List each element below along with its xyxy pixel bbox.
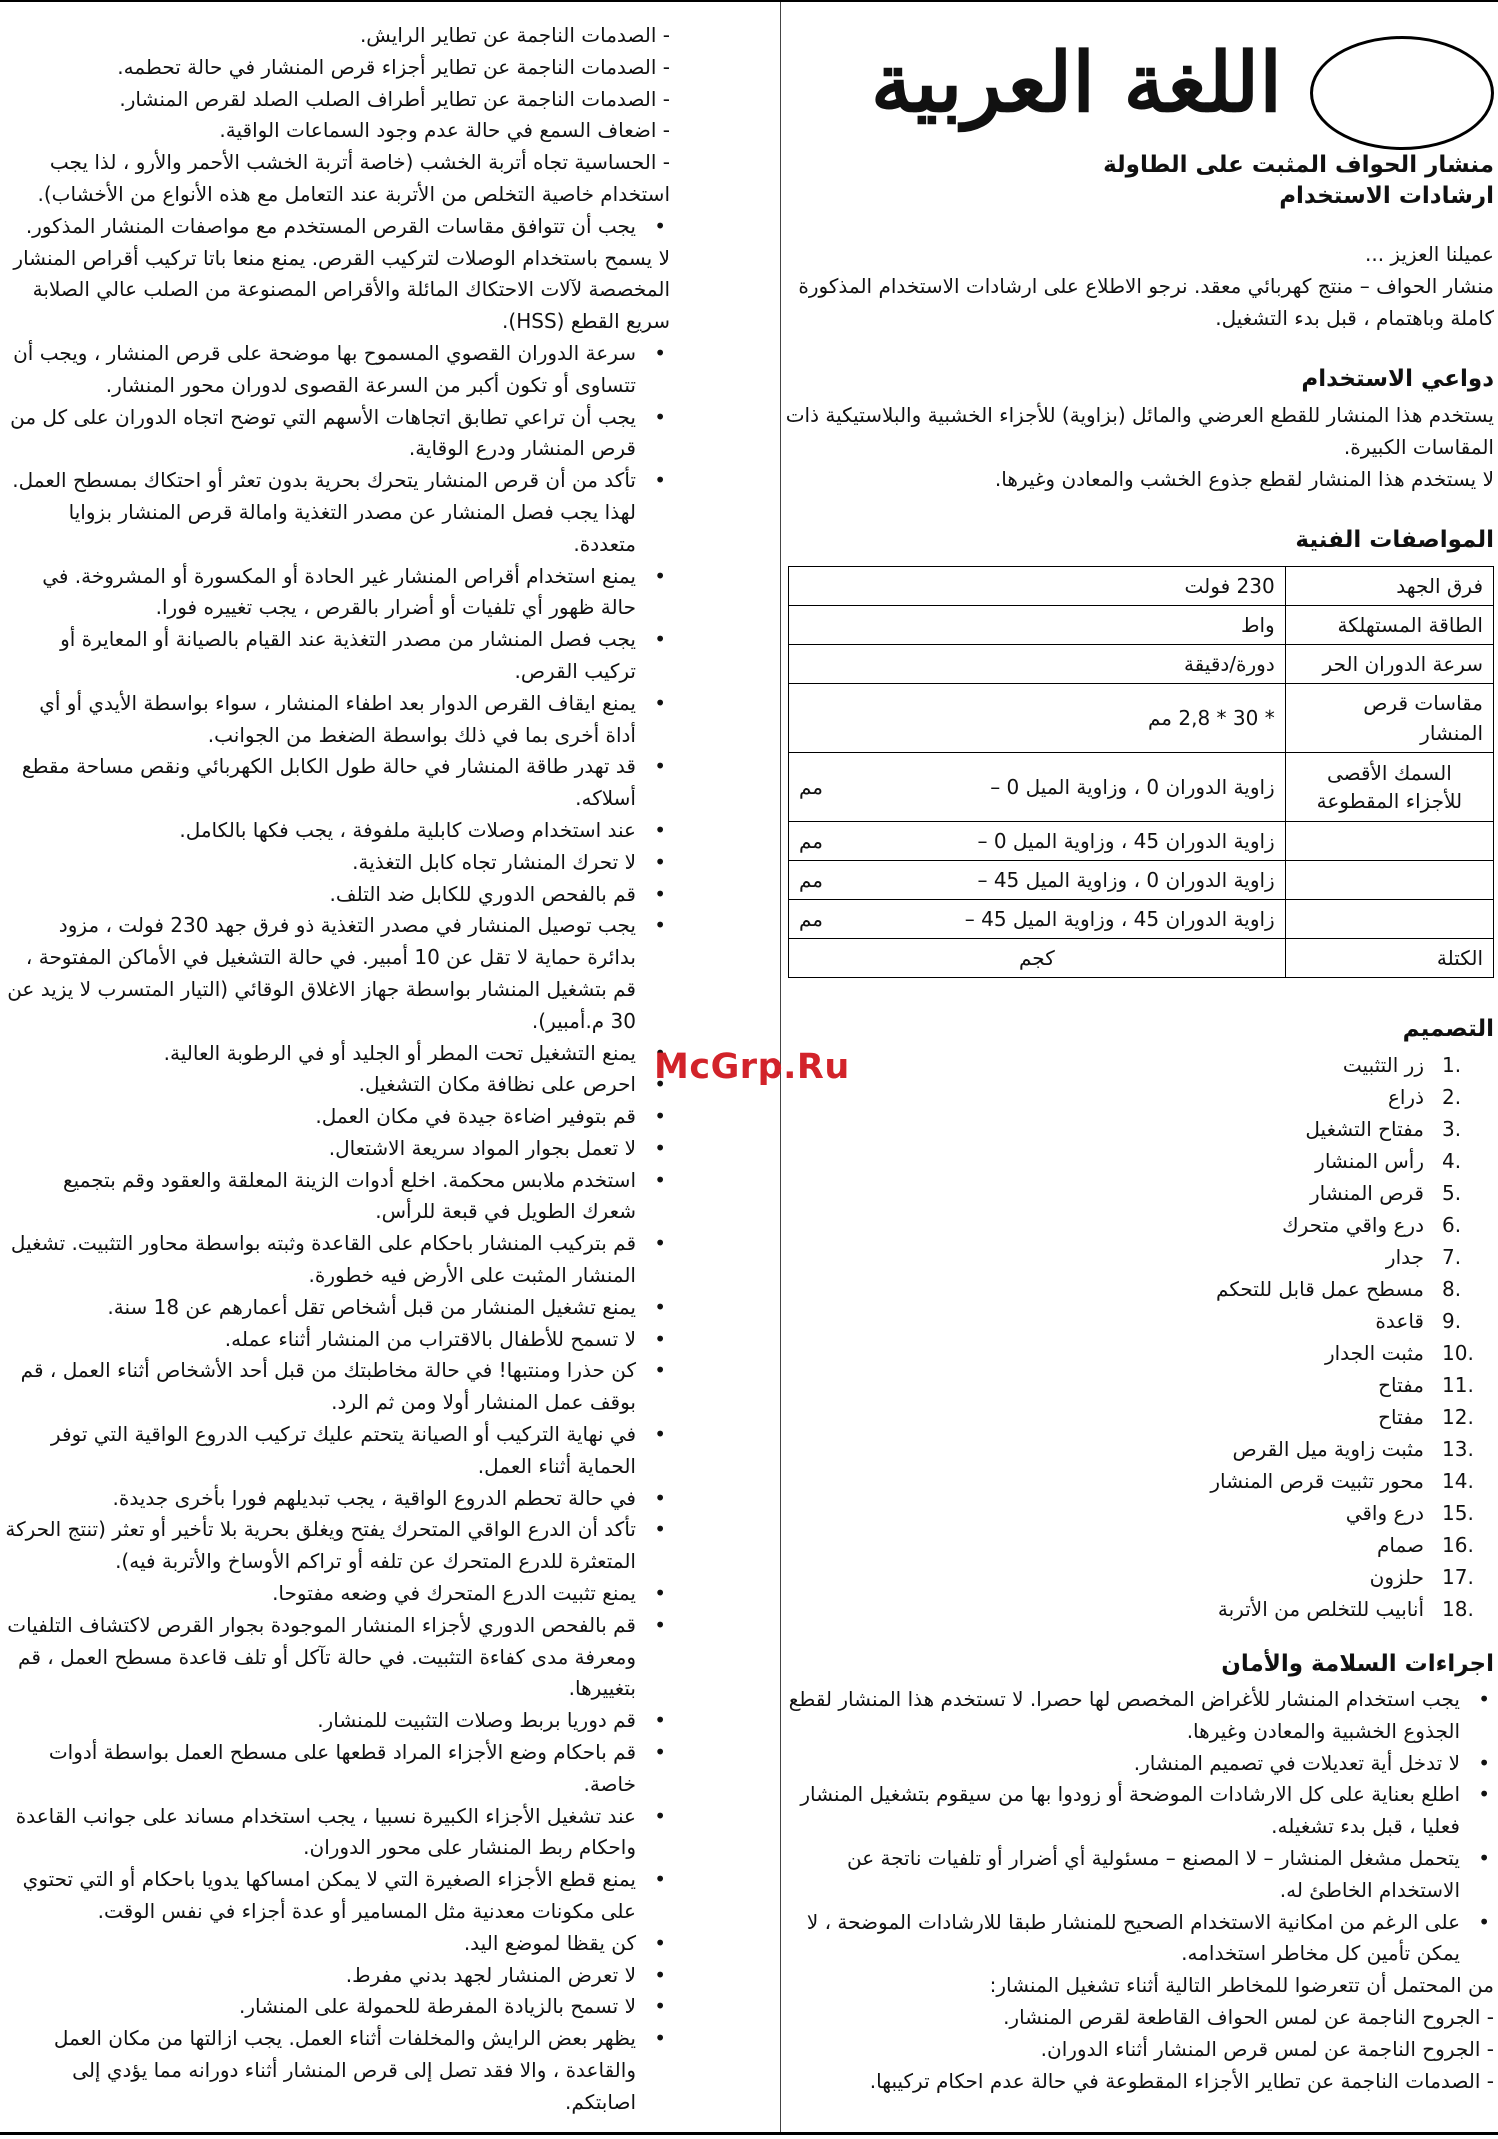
list-item: • عند استخدام وصلات كابلية ملفوفة ، يجب فكها بالكامل. — [4, 815, 670, 847]
angle-text: زاوية الدوران 45 ، وزاوية الميل 0 – — [977, 829, 1275, 853]
table-row — [789, 645, 1494, 684]
part-label: درع واقي متحرك — [1282, 1213, 1424, 1237]
greeting: عميلنا العزيز ... — [1364, 242, 1494, 266]
angle-text: زاوية الدوران 0 ، وزاوية الميل 45 – — [977, 868, 1275, 892]
table-row — [789, 567, 1494, 606]
list-item — [784, 1273, 1494, 1305]
part-number: 2. — [1442, 1085, 1462, 1109]
part-number: 8. — [1442, 1277, 1462, 1301]
list-item: • كن يقظا لموضع اليد. — [4, 1928, 670, 1960]
list-item — [784, 1145, 1494, 1177]
list-item: • قم باحكام وضع الأجزاء المراد قطعها على مسطح العمل بواسطة أدوات خاصة. — [4, 1737, 670, 1801]
part-number: 17. — [1442, 1565, 1474, 1589]
angle-unit: مم — [799, 868, 824, 892]
list-item: • تأكد من أن قرص المنشار يتحرك بحرية بدون تعثر أو احتكاك بمسطح العمل. لهذا يجب فصل المنشار عن مصدر التغذية وامالة قرص المنشار بزوايا متعددة. — [4, 465, 670, 560]
spec-label: فرق الجهد — [1285, 567, 1493, 606]
part-label: مفتاح — [1378, 1373, 1424, 1397]
spec-label: الطاقة المستهلكة — [1285, 606, 1493, 645]
list-item: • يجب استخدام المنشار للأغراض المخصص لها حصرا. لا تستخدم هذا المنشار لقطع الجذوع الخشبية والمعادن وغيرها. — [784, 1684, 1494, 1748]
list-item: • اطلع بعناية على كل الارشادات الموضحة أو زودوا بها من سيقوم بتشغيل المنشار فعليا ، قبل بدء تشغيله. — [784, 1779, 1494, 1843]
table-row — [789, 900, 1494, 939]
header — [784, 20, 1494, 150]
part-number: 3. — [1442, 1117, 1462, 1141]
part-label: رأس المنشار — [1315, 1149, 1424, 1173]
list-item — [784, 1081, 1494, 1113]
list-item: • يجب توصيل المنشار في مصدر التغذية ذو فرق جهد 230 فولت ، مزود بدائرة حماية لا تقل عن 10 أمبير. في حالة التشغيل في الأماكن المفتوحة ، قم بتشغيل المنشار بواسطة جهاز الاغلاق الوقائي (التيار المتسرب لا يزيد عن 30 م.أمبير). — [4, 910, 670, 1037]
part-number: 18. — [1442, 1597, 1474, 1621]
table-row — [789, 861, 1494, 900]
list-item: • يمنع تثبيت الدرع المتحرك في وضعه مفتوحا. — [4, 1578, 670, 1610]
left-column — [4, 20, 670, 2119]
angle-unit: مم — [799, 775, 824, 799]
part-label: أنابيب للتخلص من الأتربة — [1217, 1597, 1424, 1621]
table-row — [789, 606, 1494, 645]
list-item: - الجروح الناجمة عن لمس الحواف القاطعة لقرص المنشار. — [1003, 2004, 1494, 2029]
part-label: مثبت الجدار — [1324, 1341, 1424, 1365]
list-item — [784, 1593, 1494, 1625]
list-item: • يمنع التشغيل تحت المطر أو الجليد أو في الرطوبة العالية. — [4, 1038, 670, 1070]
spec-value: دورة/دقيقة — [789, 645, 1286, 684]
spec-value — [789, 900, 1286, 939]
list-item: • يمنع تشغيل المنشار من قبل أشخاص تقل أعمارهم عن 18 سنة. — [4, 1292, 670, 1324]
thickness-label-2: للأجزاء المقطوعة — [1316, 789, 1463, 813]
list-item: • كن حذرا ومنتبها! في حالة مخاطبتك من قبل أحد الأشخاص أثناء العمل ، قم بوقف عمل المنشار أولا ومن ثم الرد. — [4, 1355, 670, 1419]
part-number: 10. — [1442, 1341, 1474, 1365]
list-item: - اضعاف السمع في حالة عدم وجود السماعات الواقية. — [219, 118, 670, 143]
safety-heading: اجراءات السلامة والأمان — [1221, 1651, 1494, 1677]
list-item — [784, 1113, 1494, 1145]
list-item: • يتحمل مشغل المنشار – لا المصنع – مسئولية أي أضرار أو تلفيات ناتجة عن الاستخدام الخاطئ له. — [784, 1843, 1494, 1907]
list-item: - الحساسية تجاه أتربة الخشب (خاصة أتربة الخشب الأحمر والأرو ، لذا يجب استخدام خاصية التخلص من الأتربة عند التعامل مع هذه الأنواع من الأخشاب). — [37, 150, 670, 206]
parts-list — [784, 1049, 1494, 1625]
part-number: 14. — [1442, 1469, 1474, 1493]
part-number: 9. — [1442, 1309, 1462, 1333]
table-row — [789, 939, 1494, 978]
specs-table — [788, 566, 1494, 978]
language-oval-icon — [1310, 36, 1494, 150]
part-label: زر التثبيت — [1342, 1053, 1424, 1077]
part-number: 5. — [1442, 1181, 1462, 1205]
spec-value — [789, 753, 1286, 822]
spec-value — [789, 861, 1286, 900]
spec-value: * 30 * 2,8 مم — [789, 684, 1286, 753]
list-item — [784, 1241, 1494, 1273]
angle-unit: مم — [799, 907, 824, 931]
part-number: 12. — [1442, 1405, 1474, 1429]
usage-text-2: لا يستخدم هذا المنشار لقطع جذوع الخشب والمعادن وغيرها. — [994, 467, 1494, 491]
list-item: لا يسمح باستخدام الوصلات لتركيب القرص. يمنع منعا باتا تركيب أقراص المنشار المخصصة لآلات الاحتكاك المائلة والأقراص المصنوعة من الصلب عالي الصلابة سريع القطع (HSS). — [13, 245, 670, 334]
part-number: 4. — [1442, 1149, 1462, 1173]
list-item — [784, 1433, 1494, 1465]
list-item: • تأكد أن الدرع الواقي المتحرك يفتح ويغلق بحرية بلا تأخير أو تعثر (تنتج الحركة المتعثرة للدرع المتحرك عن تلفه أو تراكم الأوساخ والأتربة فيه). — [4, 1514, 670, 1578]
list-item: • سرعة الدوران القصوي المسموح بها موضحة على قرص المنشار ، ويجب أن تتساوى أو تكون أكبر من السرعة القصوى لدوران محور المنشار. — [4, 338, 670, 402]
instructions-title: ارشادات الاستخدام — [1279, 183, 1494, 209]
thickness-label-1: السمك الأقصى — [1326, 761, 1452, 785]
product-title: منشار الحواف المثبت على الطاولة — [1103, 152, 1494, 178]
list-item — [784, 1177, 1494, 1209]
part-number: 13. — [1442, 1437, 1474, 1461]
angle-text: زاوية الدوران 0 ، وزاوية الميل 0 – — [990, 775, 1275, 799]
list-item: • على الرغم من امكانية الاستخدام الصحيح للمنشار طبقا للارشادات الموضحة ، لا يمكن تأمين كل مخاطر استخدامه. — [784, 1907, 1494, 1971]
part-number: 15. — [1442, 1501, 1474, 1525]
spec-label: سرعة الدوران الحر — [1285, 645, 1493, 684]
part-number: 11. — [1442, 1373, 1474, 1397]
list-item: • يمنع قطع الأجزاء الصغيرة التي لا يمكن امساكها يدويا باحكام أو التي تحتوي على مكونات معدنية مثل المسامير أو عدة أجزاء في نفس الوقت. — [4, 1864, 670, 1928]
spec-value: واط — [789, 606, 1286, 645]
list-item: • احرص على نظافة مكان التشغيل. — [4, 1069, 670, 1101]
list-item: • يمنع ايقاف القرص الدوار بعد اطفاء المنشار ، سواء بواسطة الأيدي أو أي أداة أخرى بما في ذلك بواسطة الضغط من الجوانب. — [4, 688, 670, 752]
list-item: من المحتمل أن تتعرضوا للمخاطر التالية أثناء تشغيل المنشار: — [989, 1973, 1494, 1998]
list-item — [784, 1529, 1494, 1561]
list-item: • لا تعرض المنشار لجهد بدني مفرط. — [4, 1960, 670, 1992]
spec-value: كجم — [789, 939, 1286, 978]
usage-heading: دواعي الاستخدام — [1301, 366, 1494, 392]
part-number: 1. — [1442, 1053, 1462, 1077]
list-item: • لا تسمح للأطفال بالاقتراب من المنشار أثناء عمله. — [4, 1324, 670, 1356]
safety-list-continued — [4, 20, 670, 2119]
list-item: - الجروح الناجمة عن لمس قرص المنشار أثناء الدوران. — [1040, 2036, 1494, 2061]
list-item — [784, 1337, 1494, 1369]
angle-unit: مم — [799, 829, 824, 853]
table-row — [789, 753, 1494, 822]
top-rule — [0, 0, 1498, 2]
part-number: 6. — [1442, 1213, 1462, 1237]
part-label: جدار — [1385, 1245, 1424, 1269]
right-column — [784, 20, 1494, 2097]
list-item: • قم بتوفير اضاءة جيدة في مكان العمل. — [4, 1101, 670, 1133]
list-item: • يظهر بعض الرايش والمخلفات أثناء العمل. يجب ازالتها من مكان العمل والقاعدة ، والا فقد تصل إلى قرص المنشار أثناء دورانه مما يؤدي إلى اصابتكم. — [4, 2023, 670, 2118]
list-item: - الصدمات الناجمة عن تطاير أجزاء قرص المنشار في حالة تحطمه. — [117, 54, 670, 79]
part-label: مفتاح التشغيل — [1305, 1117, 1424, 1141]
list-item: • لا تدخل أية تعديلات في تصميم المنشار. — [784, 1748, 1494, 1780]
list-item: - الصدمات الناجمة عن تطاير الرايش. — [359, 23, 670, 47]
list-item: - الصدمات الناجمة عن تطاير الأجزاء المقطوعة في حالة عدم احكام تركيبها. — [869, 2068, 1494, 2093]
list-item — [784, 1465, 1494, 1497]
list-item: • يمنع استخدام أقراص المنشار غير الحادة أو المكسورة أو المشروخة. في حالة ظهور أي تلفيات أو أضرار بالقرص ، يجب تغييره فورا. — [4, 561, 670, 625]
list-item — [784, 1209, 1494, 1241]
spec-value: 230 فولت — [789, 567, 1286, 606]
list-item — [784, 1561, 1494, 1593]
table-row — [789, 684, 1494, 753]
part-label: صمام — [1376, 1533, 1424, 1557]
safety-list — [784, 1684, 1494, 2097]
specs-heading: المواصفات الفنية — [1295, 527, 1494, 553]
usage-text-1: يستخدم هذا المنشار للقطع العرضي والمائل (بزاوية) للأجزاء الخشبية والبلاستيكية ذات المقاسات الكبيرة. — [785, 403, 1494, 459]
part-label: درع واقي — [1345, 1501, 1424, 1525]
part-label: حلزون — [1369, 1565, 1424, 1589]
list-item: • قم دوريا بربط وصلات التثبيت للمنشار. — [4, 1705, 670, 1737]
list-item — [784, 1369, 1494, 1401]
list-item: • قد تهدر طاقة المنشار في حالة طول الكابل الكهربائي ونقص مساحة مقطع أسلاكه. — [4, 751, 670, 815]
table-row — [789, 822, 1494, 861]
list-item — [784, 1305, 1494, 1337]
spec-label — [1285, 753, 1493, 822]
list-item: • لا تعمل بجوار المواد سريعة الاشتعال. — [4, 1133, 670, 1165]
list-item: • في حالة تحطم الدروع الواقية ، يجب تبديلهم فورا بأخرى جديدة. — [4, 1483, 670, 1515]
list-item — [784, 1497, 1494, 1529]
list-item: • لا تسمح بالزيادة المفرطة للحمولة على المنشار. — [4, 1991, 670, 2023]
part-label: مثبت زاوية ميل القرص — [1232, 1437, 1424, 1461]
part-number: 16. — [1442, 1533, 1474, 1557]
list-item: • يجب أن تراعي تطابق اتجاهات الأسهم التي توضح اتجاه الدوران على كل من قرص المنشار ودرع الوقاية. — [4, 402, 670, 466]
page-title: اللغة العربية — [870, 35, 1282, 131]
part-label: ذراع — [1387, 1085, 1424, 1109]
angle-text: زاوية الدوران 45 ، وزاوية الميل 45 – — [964, 907, 1275, 931]
spec-label: مقاسات قرص المنشار — [1285, 684, 1493, 753]
part-label: قاعدة — [1375, 1309, 1424, 1333]
design-heading: التصميم — [1402, 1016, 1494, 1042]
list-item: - الصدمات الناجمة عن تطاير أطراف الصلب الصلد لقرص المنشار. — [119, 86, 670, 111]
list-item — [784, 1401, 1494, 1433]
part-label: مسطح عمل قابل للتحكم — [1216, 1277, 1424, 1301]
part-label: مفتاح — [1378, 1405, 1424, 1429]
list-item: • لا تحرك المنشار تجاه كابل التغذية. — [4, 847, 670, 879]
spec-value — [789, 822, 1286, 861]
bottom-rule — [0, 2132, 1498, 2135]
intro-text: منشار الحواف – منتج كهربائي معقد. نرجو الاطلاع على ارشادات الاستخدام المذكورة كاملة وباهتمام ، قبل بدء التشغيل. — [798, 274, 1494, 330]
part-label: قرص المنشار — [1310, 1181, 1424, 1205]
list-item: • يجب أن تتوافق مقاسات القرص المستخدم مع مواصفات المنشار المذكور. — [4, 211, 670, 243]
list-item: • في نهاية التركيب أو الصيانة يتحتم عليك تركيب الدروع الواقية التي توفر الحماية أثناء العمل. — [4, 1419, 670, 1483]
list-item — [784, 1049, 1494, 1081]
list-item: • قم بالفحص الدوري للكابل ضد التلف. — [4, 879, 670, 911]
part-number: 7. — [1442, 1245, 1462, 1269]
list-item: • قم بتركيب المنشار باحكام على القاعدة وثبته بواسطة محاور التثبيت. تشغيل المنشار المثبت على الأرض فيه خطورة. — [4, 1228, 670, 1292]
part-label: محور تثبيت قرص المنشار — [1210, 1469, 1424, 1493]
spec-label: الكتلة — [1285, 939, 1493, 978]
watermark-logo: McGrp.Ru — [654, 1047, 850, 1087]
list-item: • يجب فصل المنشار من مصدر التغذية عند القيام بالصيانة أو المعايرة أو تركيب القرص. — [4, 624, 670, 688]
list-item: • عند تشغيل الأجزاء الكبيرة نسبيا ، يجب استخدام مساند على جوانب القاعدة واحكام ربط المنشار على محور الدوران. — [4, 1801, 670, 1865]
list-item: • استخدم ملابس محكمة. اخلع أدوات الزينة المعلقة والعقود وقم بتجميع شعرك الطويل في قبعة للرأس. — [4, 1165, 670, 1229]
list-item: • قم بالفحص الدوري لأجزاء المنشار الموجودة بجوار القرص لاكتشاف التلفيات ومعرفة مدى كفاءة التثبيت. في حالة تآكل أو تلف قاعدة مسطح العمل ، قم بتغييرها. — [4, 1610, 670, 1705]
